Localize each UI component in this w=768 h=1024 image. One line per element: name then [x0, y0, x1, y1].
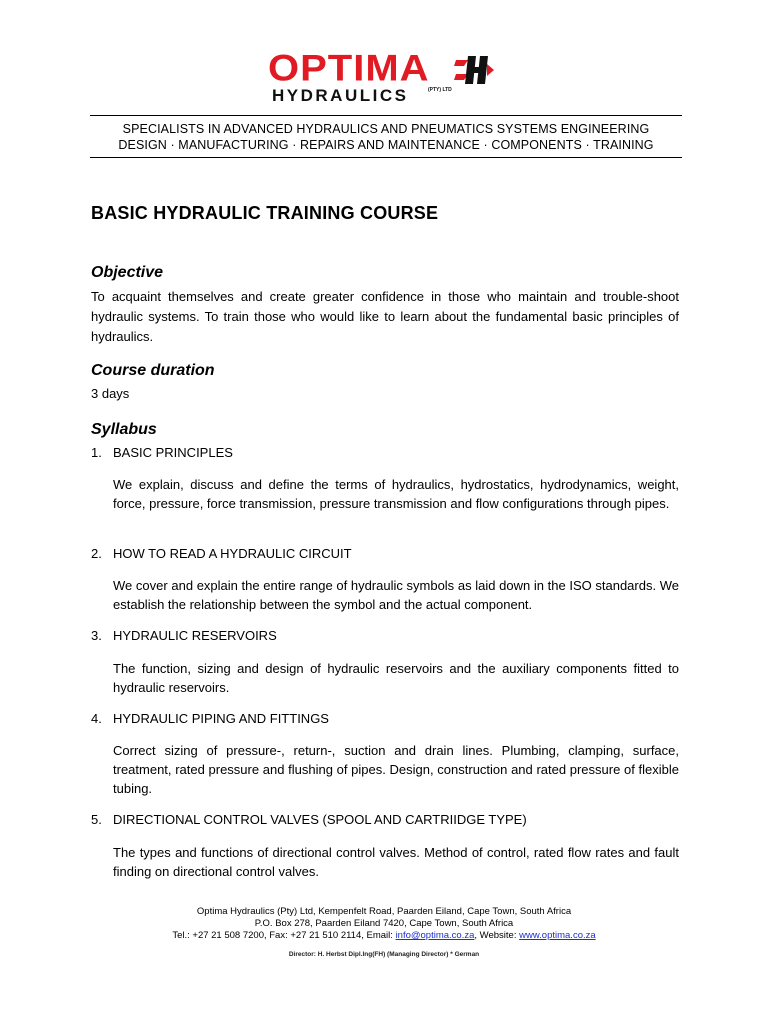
- syllabus-item-number: 5.: [91, 812, 102, 827]
- company-logo: [268, 50, 498, 106]
- logo-brand-text: OPTIMA: [268, 48, 430, 89]
- tagline-line-2: DESIGN · MANUFACTURING · REPAIRS AND MAINTENANCE · COMPONENTS · TRAINING: [118, 138, 654, 152]
- footer-contact-prefix: Tel.: +27 21 508 7200, Fax: +27 21 510 2114, Email:: [172, 930, 396, 941]
- syllabus-item-body: The function, sizing and design of hydraulic reservoirs and the auxiliary components fitted to hydraulic reservoirs.: [113, 661, 679, 695]
- syllabus-item-title: HOW TO READ A HYDRAULIC CIRCUIT: [113, 546, 352, 561]
- footer-contact-mid: , Website:: [474, 930, 520, 941]
- tagline-rule-bottom: [90, 157, 682, 158]
- tagline-rule-top: [90, 115, 682, 116]
- syllabus-item-number: 4.: [91, 711, 102, 726]
- syllabus-item-body: We explain, discuss and define the terms of hydraulics, hydrostatics, hydrodynamics, weight, force, pressure, force transmission, pressure transmission and flow configurations through pipes.: [113, 477, 679, 511]
- document-title: BASIC HYDRAULIC TRAINING COURSE: [91, 203, 439, 223]
- objective-text: To acquaint themselves and create greater confidence in those who maintain and trouble-shoot hydraulic systems. To train those who would like to learn about the fundamental basic principles of hydraulics.: [91, 289, 679, 344]
- website-link[interactable]: www.optima.co.za: [519, 930, 596, 941]
- syllabus-item-body: Correct sizing of pressure-, return-, suction and drain lines. Plumbing, clamping, surface, treatment, rated pressure and flushing of pipes. Design, construction and rated pressure of flexible tubing.: [113, 743, 679, 796]
- footer-address-line: Optima Hydraulics (Pty) Ltd, Kempenfelt Road, Paarden Eiland, Cape Town, South Africa: [196, 906, 572, 917]
- tagline-line-1: SPECIALISTS IN ADVANCED HYDRAULICS AND PNEUMATICS SYSTEMS ENGINEERING: [122, 122, 650, 136]
- logo-h-mark-icon: [454, 52, 494, 88]
- syllabus-item-number: 2.: [91, 546, 102, 561]
- syllabus-item-body: We cover and explain the entire range of hydraulic symbols as laid down in the ISO standards. We establish the relationship between the symbol and the actual component.: [113, 578, 679, 612]
- syllabus-item-body: The types and functions of directional control valves. Method of control, rated flow rates and fault finding on directional control valves.: [113, 845, 679, 879]
- syllabus-item-title: DIRECTIONAL CONTROL VALVES (SPOOL AND CARTRIIDGE TYPE): [113, 812, 527, 827]
- duration-text: 3 days: [91, 386, 130, 401]
- syllabus-item-number: 1.: [91, 445, 102, 460]
- syllabus-item-title: HYDRAULIC RESERVOIRS: [113, 628, 277, 643]
- footer-director-line: Director: H. Herbst Dipl.Ing(FH) (Managing Director) * German: [288, 951, 480, 958]
- logo-subtitle: HYDRAULICS: [272, 86, 409, 105]
- objective-heading: Objective: [91, 264, 164, 281]
- email-link[interactable]: info@optima.co.za: [395, 930, 475, 941]
- footer-contact-line: [90, 930, 678, 942]
- syllabus-item-title: BASIC PRINCIPLES: [113, 445, 233, 460]
- syllabus-item-title: HYDRAULIC PIPING AND FITTINGS: [113, 711, 329, 726]
- syllabus-item-number: 3.: [91, 628, 102, 643]
- footer-postal-line: P.O. Box 278, Paarden Eiland 7420, Cape Town, South Africa: [254, 918, 514, 929]
- duration-heading: Course duration: [91, 362, 215, 379]
- logo-small-text: (PTY) LTD: [428, 87, 452, 93]
- syllabus-heading: Syllabus: [91, 421, 157, 438]
